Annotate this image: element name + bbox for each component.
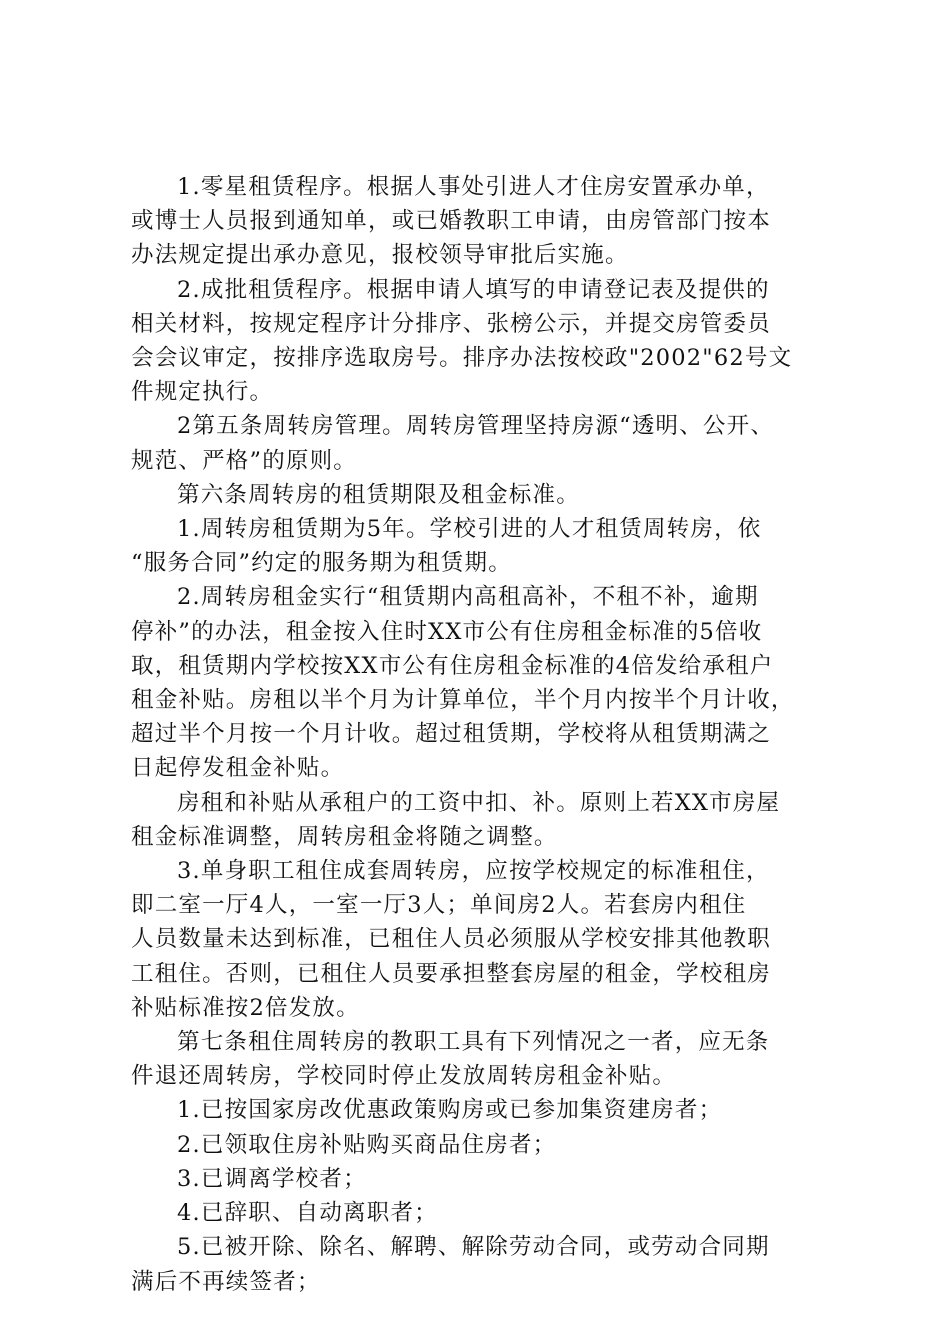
paragraph-line: 会会议审定，按排序选取房号。排序办法按校政"2002"62号文 bbox=[131, 345, 793, 372]
paragraph-line: 第七条租住周转房的教职工具有下列情况之一者，应无条 bbox=[177, 1029, 770, 1056]
paragraph-line: 办法规定提出承办意见，报校领导审批后实施。 bbox=[131, 242, 629, 269]
paragraph bbox=[131, 170, 831, 273]
paragraph-line: 规范、严格”的原则。 bbox=[131, 447, 358, 474]
document-body bbox=[131, 170, 831, 1299]
paragraph-line: 第六条周转房的租赁期限及租金标准。 bbox=[177, 481, 580, 508]
paragraph bbox=[131, 1093, 831, 1127]
paragraph-line: 4.已辞职、自动离职者； bbox=[177, 1200, 438, 1227]
paragraph-line: 件规定执行。 bbox=[131, 379, 274, 406]
paragraph-line: 补贴标准按2倍发放。 bbox=[131, 994, 360, 1021]
paragraph bbox=[131, 1230, 831, 1298]
paragraph bbox=[131, 273, 831, 410]
paragraph-line: 或博士人员报到通知单，或已婚教职工申请，由房管部门按本 bbox=[131, 208, 771, 235]
paragraph-line: 租金补贴。房租以半个月为计算单位，半个月内按半个月计收， bbox=[131, 687, 795, 714]
paragraph-line: 停补”的办法，租金按入住时XX市公有住房租金标准的5倍收 bbox=[131, 618, 763, 645]
paragraph-line: 2.周转房租金实行“租赁期内高租高补，不租不补，逾期 bbox=[177, 584, 759, 611]
paragraph-line: 2.成批租赁程序。根据申请人填写的申请登记表及提供的 bbox=[177, 276, 770, 303]
paragraph bbox=[131, 409, 831, 477]
paragraph-line: 人员数量未达到标准，已租住人员必须服从学校安排其他教职 bbox=[131, 926, 771, 953]
paragraph-line: 满后不再续签者； bbox=[131, 1268, 321, 1295]
paragraph bbox=[131, 1128, 831, 1162]
paragraph-line: “服务合同”约定的服务期为租赁期。 bbox=[131, 550, 512, 577]
paragraph-line: 超过半个月按一个月计收。超过租赁期，学校将从租赁期满之 bbox=[131, 721, 771, 748]
paragraph-line: 日起停发租金补贴。 bbox=[131, 755, 345, 782]
paragraph-line: 相关材料，按规定程序计分排序、张榜公示，并提交房管委员 bbox=[131, 310, 771, 337]
paragraph-line: 工租住。否则，已租住人员要承担整套房屋的租金，学校租房 bbox=[131, 960, 771, 987]
paragraph bbox=[131, 512, 831, 580]
paragraph-line: 2第五条周转房管理。周转房管理坚持房源“透明、公开、 bbox=[177, 413, 775, 440]
paragraph-line: 3.已调离学校者； bbox=[177, 1165, 367, 1192]
paragraph-line: 5.已被开除、除名、解聘、解除劳动合同，或劳动合同期 bbox=[177, 1234, 770, 1261]
paragraph-line: 1.已按国家房改优惠政策购房或已参加集资建房者； bbox=[177, 1097, 723, 1124]
paragraph bbox=[131, 1196, 831, 1230]
paragraph-line: 2.已领取住房补贴购买商品住房者； bbox=[177, 1131, 557, 1158]
paragraph bbox=[131, 1162, 831, 1196]
paragraph-line: 取，租赁期内学校按XX市公有住房租金标准的4倍发给承租户 bbox=[131, 652, 774, 679]
paragraph-line: 件退还周转房，学校同时停止发放周转房租金补贴。 bbox=[131, 1063, 677, 1090]
paragraph-line: 房租和补贴从承租户的工资中扣、补。原则上若XX市房屋 bbox=[177, 789, 781, 816]
paragraph bbox=[131, 786, 831, 854]
paragraph-line: 1.零星租赁程序。根据人事处引进人才住房安置承办单， bbox=[177, 174, 770, 200]
paragraph-line: 1.周转房租赁期为5年。学校引进的人才租赁周转房，依 bbox=[177, 516, 762, 543]
paragraph-line: 3.单身职工租住成套周转房，应按学校规定的标准租住， bbox=[177, 858, 770, 885]
paragraph bbox=[131, 854, 831, 1025]
paragraph bbox=[131, 478, 831, 512]
paragraph-line: 即二室一厅4人，一室一厅3人；单间房2人。若套房内租住 bbox=[131, 892, 747, 919]
paragraph-line: 租金标准调整，周转房租金将随之调整。 bbox=[131, 823, 558, 850]
paragraph bbox=[131, 580, 831, 785]
paragraph bbox=[131, 1025, 831, 1093]
